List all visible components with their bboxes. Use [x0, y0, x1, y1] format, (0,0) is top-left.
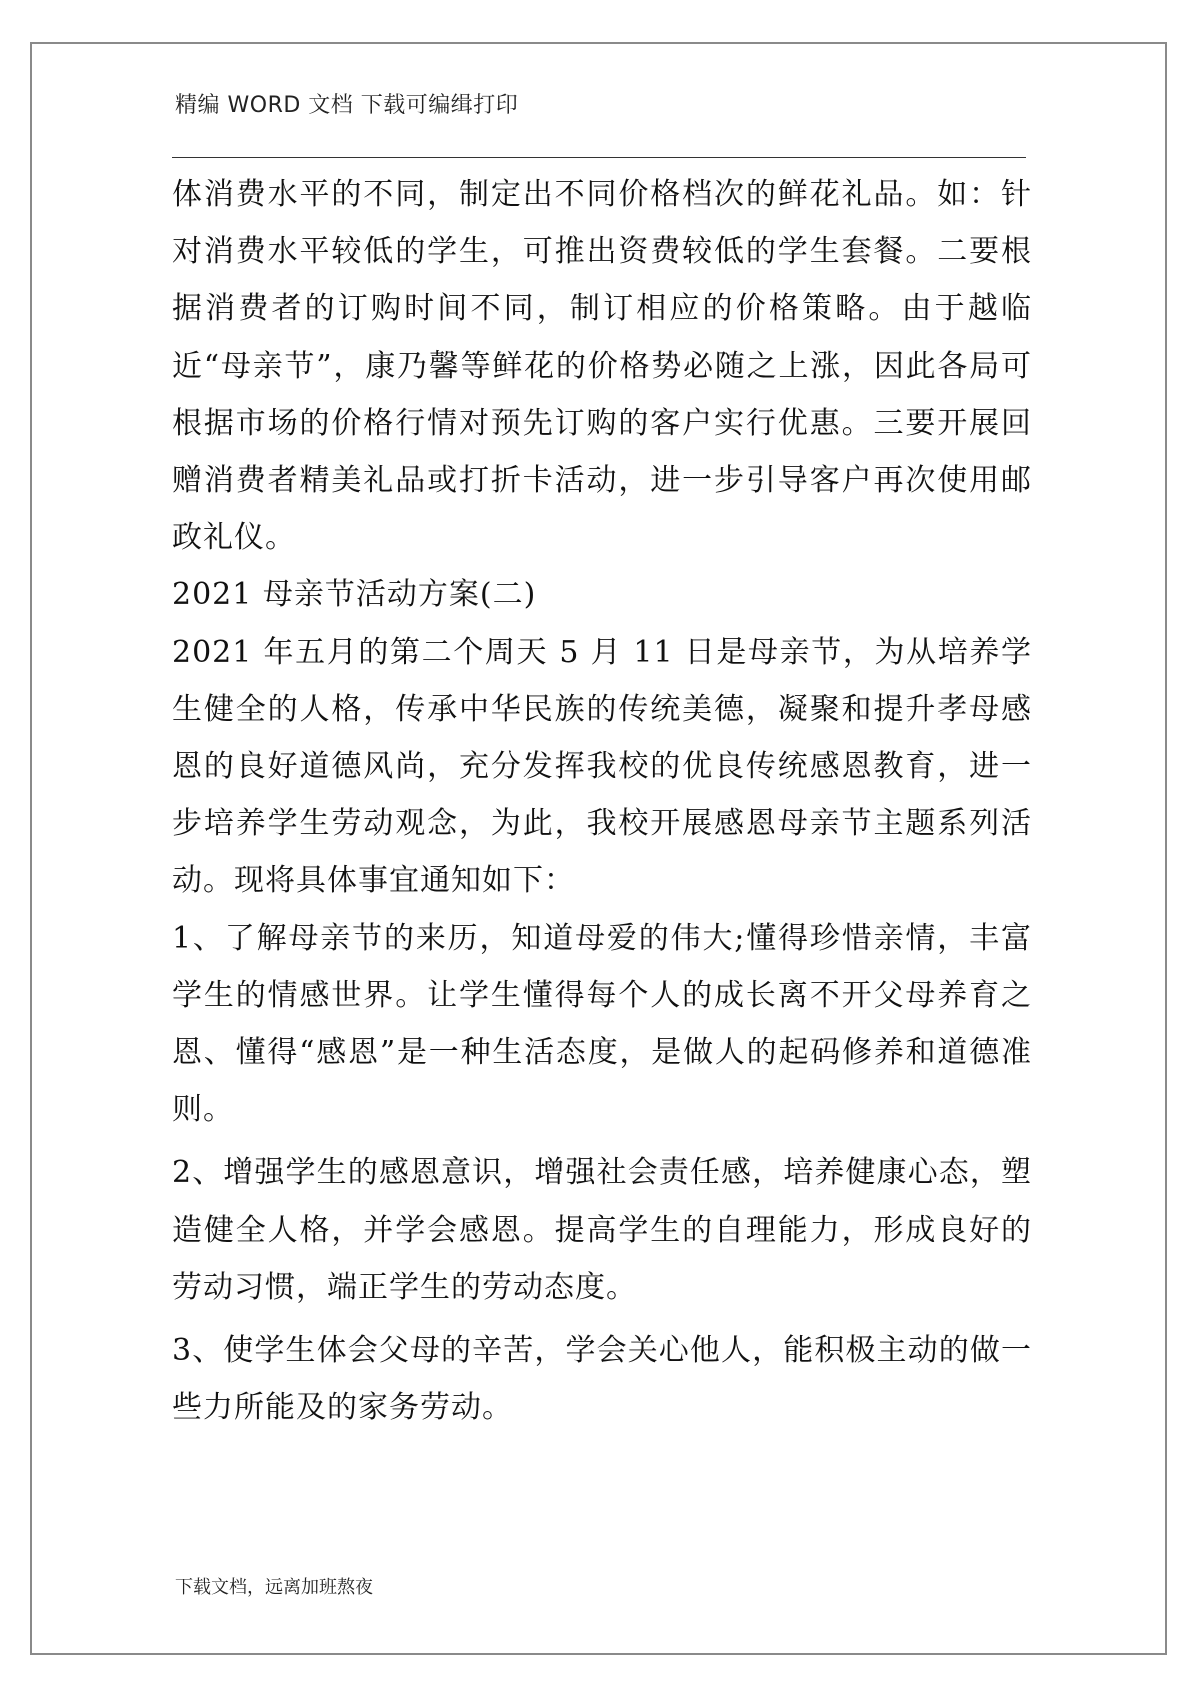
document-body: [172, 166, 1032, 1436]
page-footer: 下载文档，远离加班熬夜: [175, 1577, 373, 1598]
list-item-1: 1、了解母亲节的来历，知道母爱的伟大;懂得珍惜亲情，丰富学生的情感世界。让学生懂得每个人的成长离不开父母养育之恩、懂得“感恩”是一种生活态度，是做人的起码修养和道德准则。: [172, 920, 1032, 1128]
paragraph-intro: 2021 年五月的第二个周天 5 月 11 日是母亲节，为从培养学生健全的人格，传承中华民族的传统美德，凝聚和提升孝母感恩的良好道德风尚，充分发挥我校的优良传统感恩教育，进一步培养学生劳动观念，为此，我校开展感恩母亲节主题系列活动。现将具体事宜通知如下：: [172, 634, 1032, 899]
paragraph-pricing: 体消费水平的不同，制定出不同价格档次的鲜花礼品。如：针对消费水平较低的学生，可推出资费较低的学生套餐。二要根据消费者的订购时间不同，制订相应的价格策略。由于越临近“母亲节”，康乃馨等鲜花的价格势必随之上涨，因此各局可根据市场的价格行情对预先订购的客户实行优惠。三要开展回赠消费者精美礼品或打折卡活动，进一步引导客户再次使用邮政礼仪。: [172, 177, 1032, 556]
list-item-2: 2、增强学生的感恩意识，增强社会责任感，培养健康心态，塑造健全人格，并学会感恩。提高学生的自理能力，形成良好的劳动习惯，端正学生的劳动态度。: [172, 1155, 1032, 1305]
page-header: 精编 WORD 文档 下载可编缉打印: [175, 93, 519, 118]
header-divider: [172, 157, 1026, 158]
section-heading: 2021 母亲节活动方案(二): [172, 577, 537, 613]
list-item-3: 3、使学生体会父母的辛苦，学会关心他人，能积极主动的做一些力所能及的家务劳动。: [172, 1333, 1032, 1426]
